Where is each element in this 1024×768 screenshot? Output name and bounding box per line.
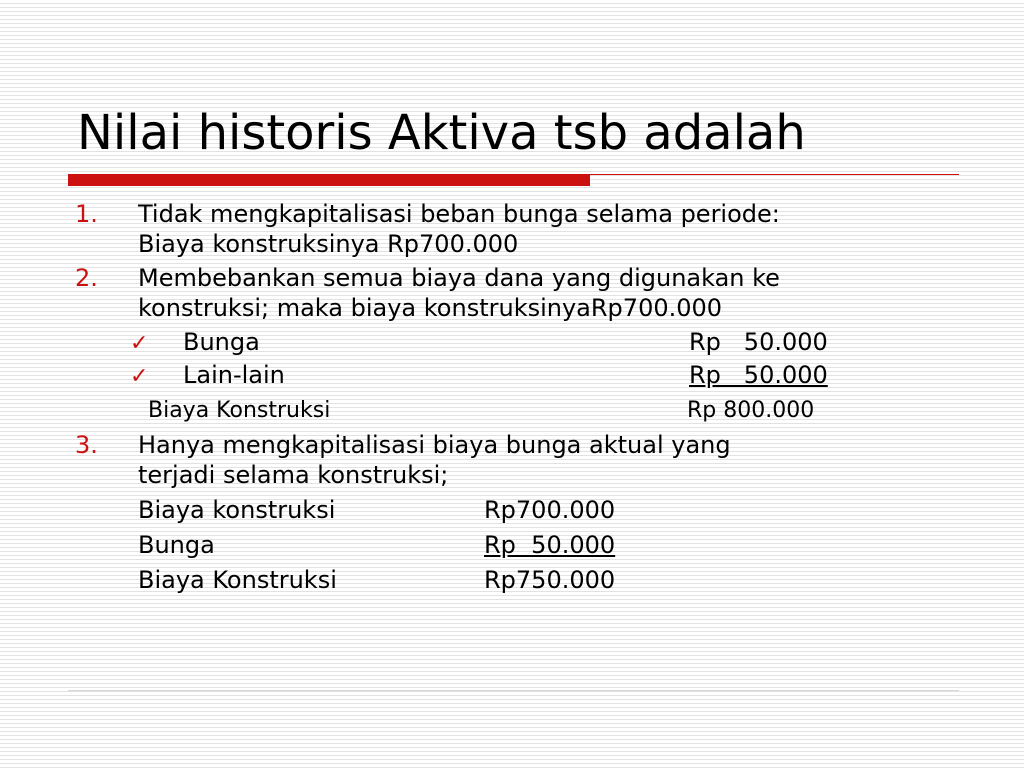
- sub-item-bunga-amount: Rp 50.000: [689, 328, 828, 356]
- item-2-line-2: konstruksi; maka biaya konstruksinyaRp700.000: [138, 294, 723, 322]
- footer-divider: [68, 690, 959, 691]
- list-number-2: 2.: [75, 264, 98, 292]
- total-label: Biaya Konstruksi: [148, 398, 331, 423]
- list-number-3: 3.: [75, 431, 98, 459]
- row-total-label: Biaya Konstruksi: [138, 566, 337, 594]
- slide-title: Nilai historis Aktiva tsb adalah: [77, 105, 806, 161]
- row-bunga-label: Bunga: [138, 531, 215, 559]
- sub-item-lain-lain-label: Lain-lain: [183, 361, 285, 389]
- row-bunga-amount: Rp 50.000: [484, 531, 616, 559]
- item-1-line-1: Tidak mengkapitalisasi beban bunga selama periode:: [138, 200, 780, 228]
- row-total-amount: Rp750.000: [484, 566, 616, 594]
- list-number-1: 1.: [75, 200, 98, 228]
- total-amount: Rp 800.000: [687, 398, 815, 423]
- sub-item-bunga-label: Bunga: [183, 328, 260, 356]
- checkmark-icon: ✓: [130, 331, 149, 356]
- item-3-line-2: terjadi selama konstruksi;: [138, 461, 449, 489]
- item-1-line-2: Biaya konstruksinya Rp700.000: [138, 230, 519, 258]
- title-divider-thick: [68, 175, 590, 186]
- checkmark-icon: ✓: [130, 364, 149, 389]
- sub-item-lain-lain-amount: Rp 50.000: [689, 361, 828, 389]
- row-biaya-konstruksi-amount: Rp700.000: [484, 496, 616, 524]
- row-biaya-konstruksi-label: Biaya konstruksi: [138, 496, 336, 524]
- item-3-line-1: Hanya mengkapitalisasi biaya bunga aktual yang: [138, 431, 731, 459]
- item-2-line-1: Membebankan semua biaya dana yang digunakan ke: [138, 264, 780, 292]
